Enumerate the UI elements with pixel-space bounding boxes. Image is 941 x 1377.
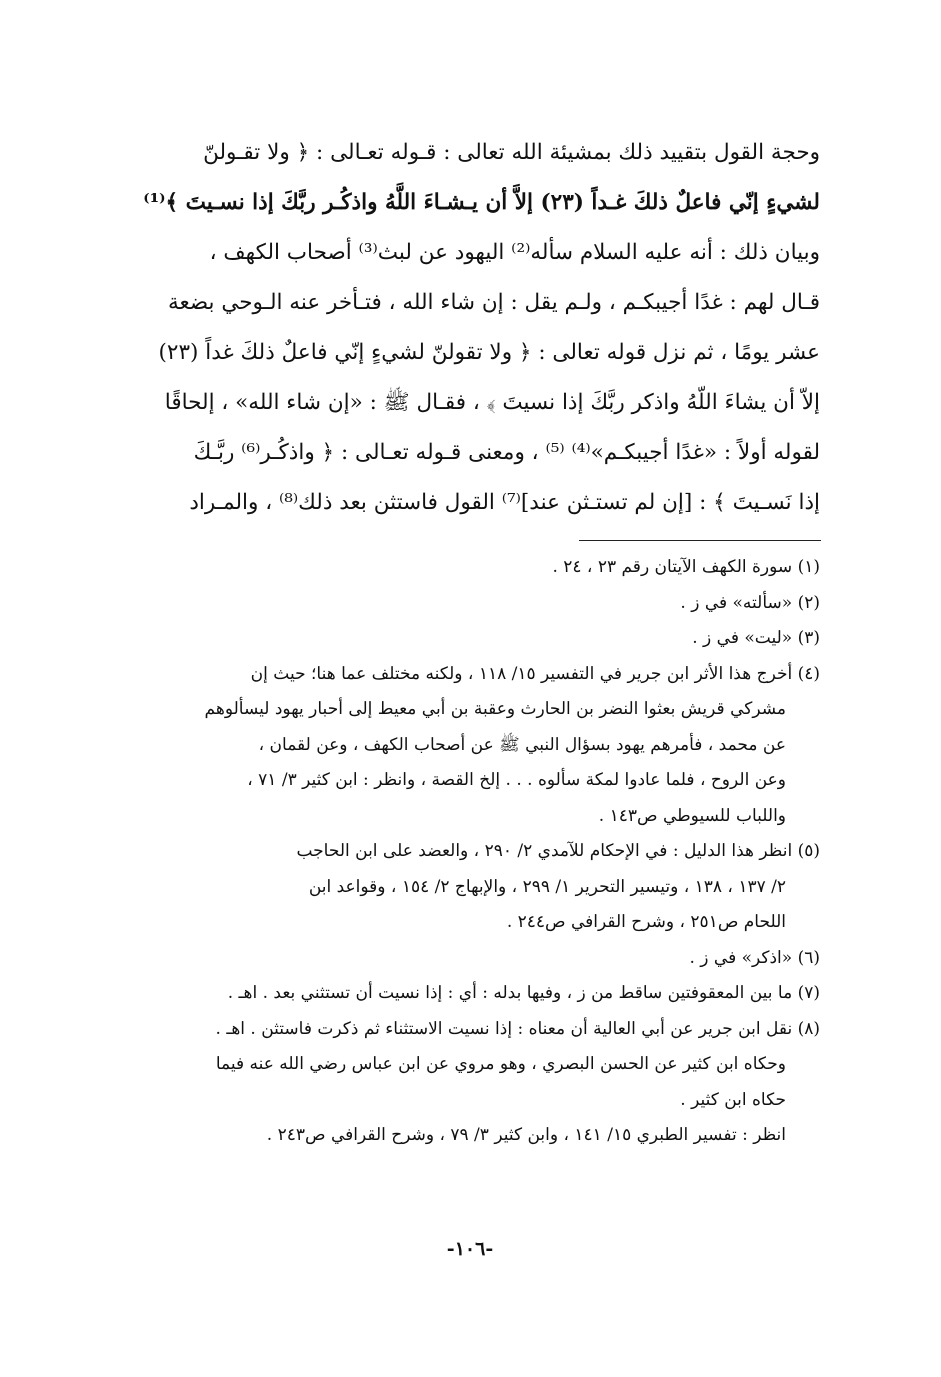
footnote-5-cont: اللحام ص٢٥١ ، وشرح القرافي ص٢٤٤ . — [506, 912, 786, 932]
body-line: إذا نَسـيتَ ﴾ : [إن لم تستـثن عند]⁽⁷⁾ القول فاستثن بعد ذلك⁽⁸⁾ ، والمـراد — [189, 490, 820, 515]
footnote-4: (٤) أخرج هذا الأثر ابن جرير في التفسير ١٥/ ١١٨ ، ولكنه مختلف عما هنا؛ حيث إن — [250, 663, 820, 684]
body-line-quran: لشيءٍ إنّي فاعلٌ ذلكَ غـداً (٢٣) إلاَّ أن يـشـاءَ اللَّهُ واذكُـر ربَّكَ إذا نسـيتَ ﴾⁽¹⁾ — [143, 190, 820, 215]
page-number: -١٠٦- — [446, 1238, 494, 1260]
footnotes-section — [108, 550, 820, 1154]
footnote-2: (٢) «سألته» في ز . — [680, 592, 820, 613]
footnote-5-cont: ٢/ ١٣٧ ، ١٣٨ ، وتيسير التحرير ١/ ٢٩٩ ، والإبهاج ٢/ ١٥٤ ، وقواعد ابن — [308, 876, 786, 897]
body-line: عشر يومًا ، ثم نزل قوله تعالى : ﴿ ولا تقولنّ لشيءٍ إنّي فاعلٌ ذلكَ غداً (٢٣) — [158, 340, 820, 365]
footnote-separator — [579, 540, 821, 541]
footnote-4-cont: عن محمد ، فأمرهم يهود بسؤال النبي ﷺ عن أصحاب الكهف ، وعن لقمان ، — [258, 734, 786, 755]
main-body-text — [108, 128, 820, 528]
footnote-4-cont: وعن الروح ، فلما عادوا لمكة سألوه . . . إلخ القصة ، وانظر : ابن كثير ٣/ ٧١ ، — [247, 770, 786, 790]
footnote-4-cont: واللباب للسيوطي ص١٤٣ . — [598, 805, 786, 826]
footnote-1: (١) سورة الكهف الآيتان رقم ٢٣ ، ٢٤ . — [552, 557, 820, 577]
footnote-8: (٨) نقل ابن جرير عن أبي العالية أن معناه : إذا نسيت الاستثناء ثم ذكرت فاستثن . اهـ . — [215, 1018, 820, 1039]
body-line: وحجة القول بتقييد ذلك بمشيئة الله تعالى : قـوله تعـالى : ﴿ ولا تقـولنّ — [203, 140, 820, 165]
footnote-3: (٣) «ليت» في ز . — [692, 628, 820, 648]
footnote-7: (٧) ما بين المعقوفتين ساقط من ز ، وفيها بدله : أي : إذا نسيت أن تستثني بعد . اهـ . — [227, 983, 820, 1003]
body-line: وبيان ذلك : أنه عليه السلام سأله⁽²⁾ اليهود عن لبث⁽³⁾ أصحاب الكهف ، — [209, 240, 820, 265]
body-line: إلاّ أن يشاءَ اللّهُ واذكر ربَّكَ إذا نسيتَ ﴾ ، فقـال ﷺ : «إن شاء الله» ، إلحاقًا — [164, 390, 820, 415]
footnote-8-cont: انظر : تفسير الطبري ١٥/ ١٤١ ، وابن كثير ٣/ ٧٩ ، وشرح القرافي ص٢٤٣ . — [266, 1125, 786, 1145]
footnote-4-cont: مشركي قريش بعثوا النضر بن الحارث وعقبة بن أبي معيط إلى أحبار يهود ليسألوهم — [204, 699, 786, 719]
footnote-6: (٦) «اذكر» في ز . — [689, 947, 820, 968]
footnote-8-cont: وحكاه ابن كثير عن الحسن البصري ، وهو مروي عن ابن عباس رضي الله عنه فيما — [215, 1054, 786, 1074]
footnote-5: (٥) انظر هذا الدليل : في الإحكام للآمدي ٢/ ٢٩٠ ، والعضد على ابن الحاجب — [296, 841, 820, 861]
footnote-8-cont: حكاه ابن كثير . — [680, 1089, 786, 1110]
body-line: لقوله أولاً : «غدًا أجيبكـم»⁽⁴⁾ ⁽⁵⁾ ، ومعنى قـوله تعـالى : ﴿ واذكُـر⁽⁶⁾ ربَّـكَ — [193, 440, 820, 465]
body-line: قـال لهم : غدًا أجيبكـم ، ولـم يقل : إن شاء الله ، فتـأخر عنه الـوحي بضعة — [167, 290, 820, 315]
